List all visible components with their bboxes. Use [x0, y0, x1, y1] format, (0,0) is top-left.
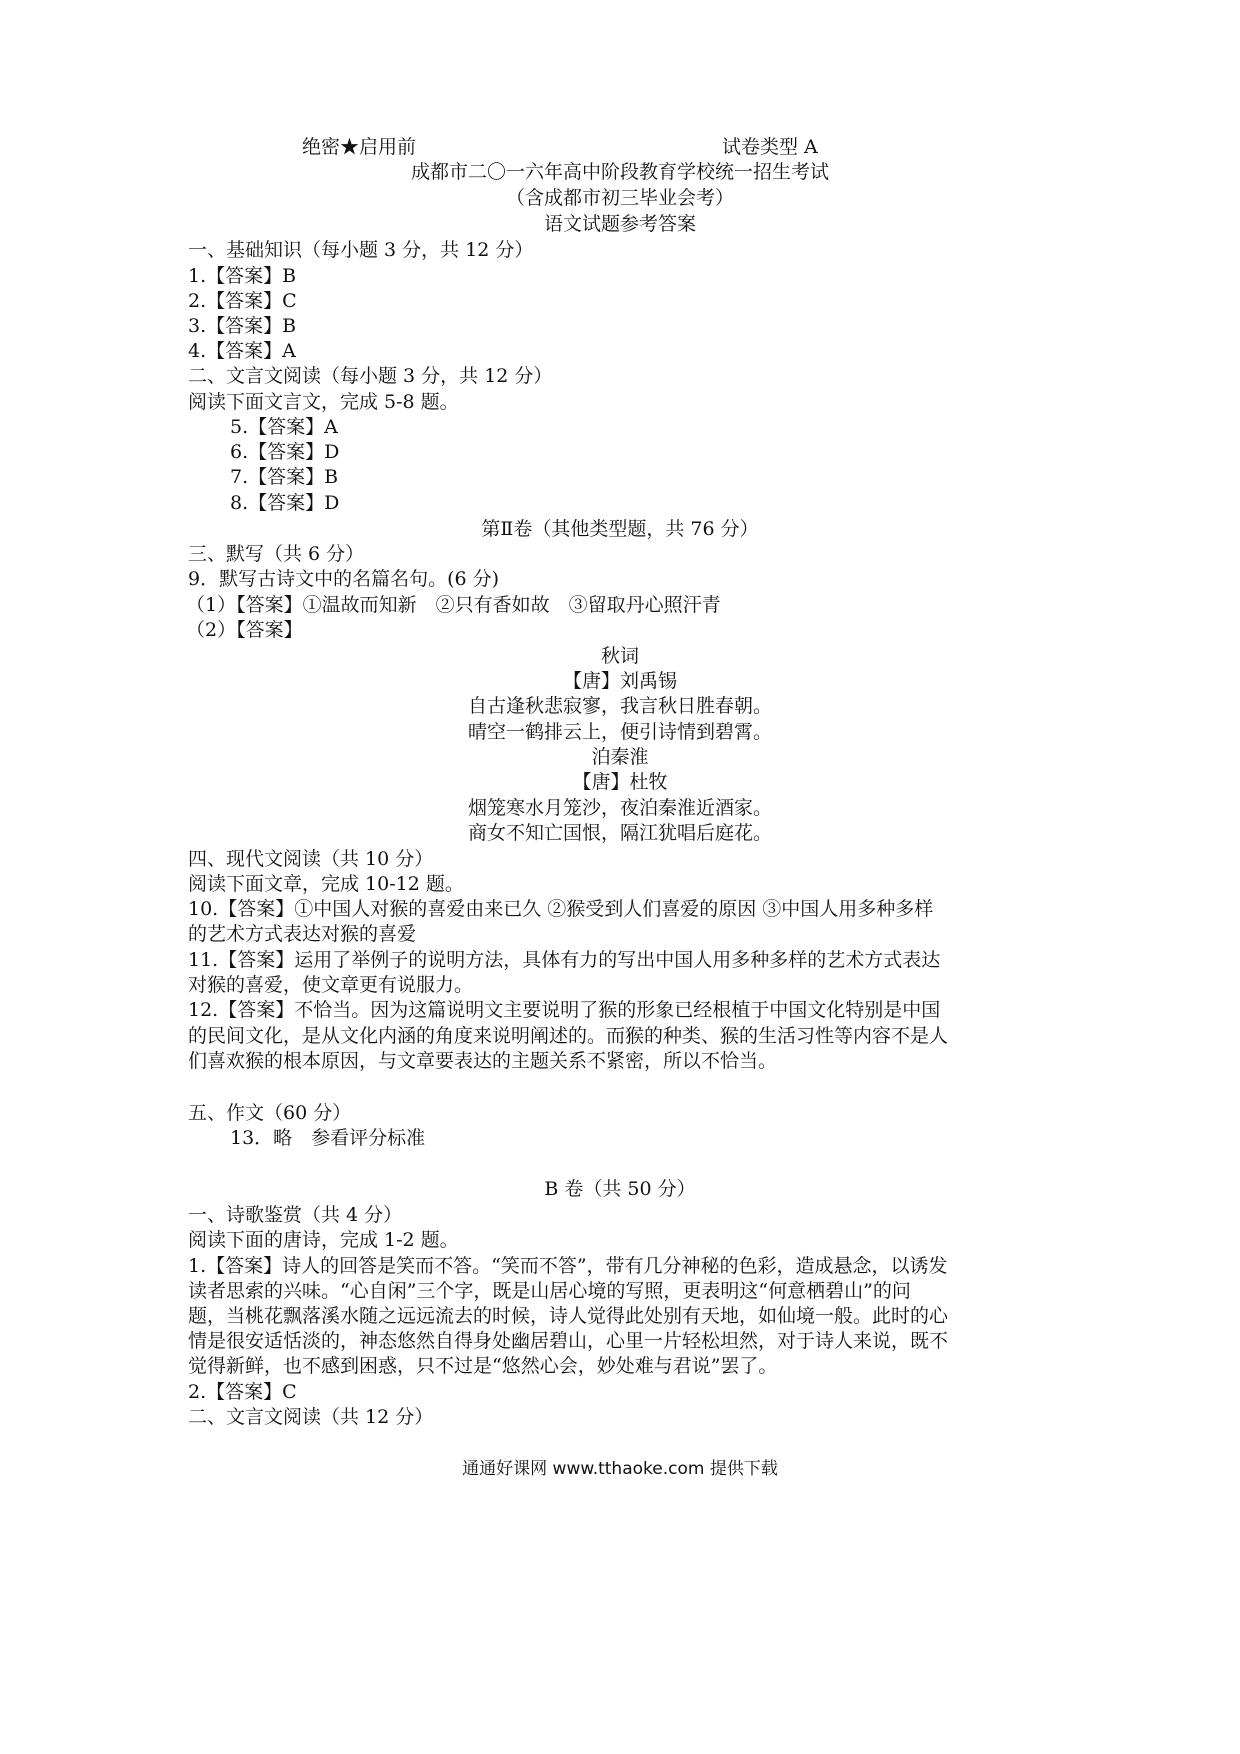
answer-item: （2）【答案】 [186, 619, 303, 641]
section-heading-classical: 二、文言文阅读（每小题 3 分，共 12 分） [188, 365, 553, 387]
answer-12-line: 12.【答案】不恰当。因为这篇说明文主要说明了猴的形象已经根植于中国文化特别是中国 [188, 999, 941, 1021]
footer-text: 通通好课网 www.tthaoke.com 提供下载 [462, 1459, 778, 1479]
secret-mark: 绝密★启用前 [302, 136, 417, 158]
answer-item: 5.【答案】A [230, 416, 338, 438]
document-title: 语文试题参考答案 [543, 213, 696, 235]
answer-1-line: 觉得新鲜，也不感到困惑，只不过是“悠然心会，妙处难与君说”罢了。 [188, 1355, 778, 1377]
answer-1-line: 题，当桃花飘落溪水随之远远流去的时候，诗人觉得此处别有天地，如仙境一般。此时的心 [188, 1305, 949, 1327]
answer-item: 3.【答案】B [188, 315, 297, 337]
poem-author: 【唐】杜牧 [572, 771, 668, 793]
answer-item: 1.【答案】B [188, 265, 297, 287]
poem-line: 自古逢秋悲寂寥，我言秋日胜春朝。 [467, 695, 772, 717]
section-heading-essay: 五、作文（60 分） [188, 1102, 352, 1124]
answer-12-line: 们喜欢猴的根本原因，与文章要表达的主题关系不紧密，所以不恰当。 [188, 1050, 778, 1072]
section-heading-poetry: 一、诗歌鉴赏（共 4 分） [188, 1204, 403, 1226]
volume-b-heading: B 卷（共 50 分） [544, 1178, 696, 1200]
answer-item: 6.【答案】D [230, 441, 340, 463]
answer-1-line: 情是很安适恬淡的，神态悠然自得身处幽居碧山，心里一片轻松坦然，对于诗人来说，既不 [188, 1330, 949, 1352]
exam-subtitle: （含成都市初三毕业会考） [505, 187, 734, 209]
answer-item: 2.【答案】C [188, 1381, 297, 1403]
volume-heading: 第Ⅱ卷（其他类型题，共 76 分） [481, 518, 759, 540]
section-intro: 阅读下面的唐诗，完成 1-2 题。 [188, 1229, 459, 1251]
answer-item: 8.【答案】D [230, 492, 340, 514]
poem-line: 商女不知亡国恨，隔江犹唱后庭花。 [467, 822, 772, 844]
section-intro: 阅读下面文章，完成 10-12 题。 [188, 873, 464, 895]
answer-10-line: 10.【答案】①中国人对猴的喜爱由来已久 ②猴受到人们喜爱的原因 ③中国人用多种多样 [188, 898, 934, 920]
answer-12-line: 的民间文化，是从文化内涵的角度来说明阐述的。而猴的种类、猴的生活习性等内容不是人 [188, 1025, 949, 1047]
section-heading-modern: 四、现代文阅读（共 10 分） [188, 848, 434, 870]
poem-title: 秋词 [600, 645, 639, 667]
poem-title: 泊秦淮 [591, 746, 649, 768]
section-intro: 阅读下面文言文，完成 5-8 题。 [188, 391, 459, 413]
poem-author: 【唐】刘禹锡 [562, 670, 677, 692]
answer-item: （1）【答案】①温故而知新 ②只有香如故 ③留取丹心照汗青 [186, 594, 721, 616]
answer-1-line: 1.【答案】诗人的回答是笑而不答。“笑而不答”，带有几分神秘的色彩，造成悬念，以诱发 [188, 1255, 948, 1277]
answer-item: 4.【答案】A [188, 340, 296, 362]
section-heading-classical-b: 二、文言文阅读（共 12 分） [188, 1406, 434, 1428]
poem-line: 晴空一鹤排云上，便引诗情到碧霄。 [467, 721, 772, 743]
section-heading-basic: 一、基础知识（每小题 3 分，共 12 分） [188, 239, 534, 261]
answer-item: 2.【答案】C [188, 290, 297, 312]
answer-10-line: 的艺术方式表达对猴的喜爱 [188, 923, 417, 945]
answer-11-line: 11.【答案】运用了举例子的说明方法，具体有力的写出中国人用多种多样的艺术方式表达 [188, 949, 941, 971]
exam-title: 成都市二〇一六年高中阶段教育学校统一招生考试 [410, 161, 829, 183]
section-heading-dictation: 三、默写（共 6 分） [188, 543, 365, 565]
paper-type: 试卷类型 A [722, 136, 818, 158]
answer-item: 13．略 参看评分标准 [230, 1127, 426, 1149]
answer-11-line: 对猴的喜爱，使文章更有说服力。 [188, 974, 474, 996]
question-9: 9．默写古诗文中的名篇名句。(6 分) [188, 568, 500, 590]
answer-1-line: 读者思索的兴味。“心自闲”三个字，既是山居心境的写照，更表明这“何意栖碧山”的问 [188, 1280, 911, 1302]
answer-item: 7.【答案】B [230, 466, 339, 488]
poem-line: 烟笼寒水月笼沙，夜泊秦淮近酒家。 [467, 797, 772, 819]
